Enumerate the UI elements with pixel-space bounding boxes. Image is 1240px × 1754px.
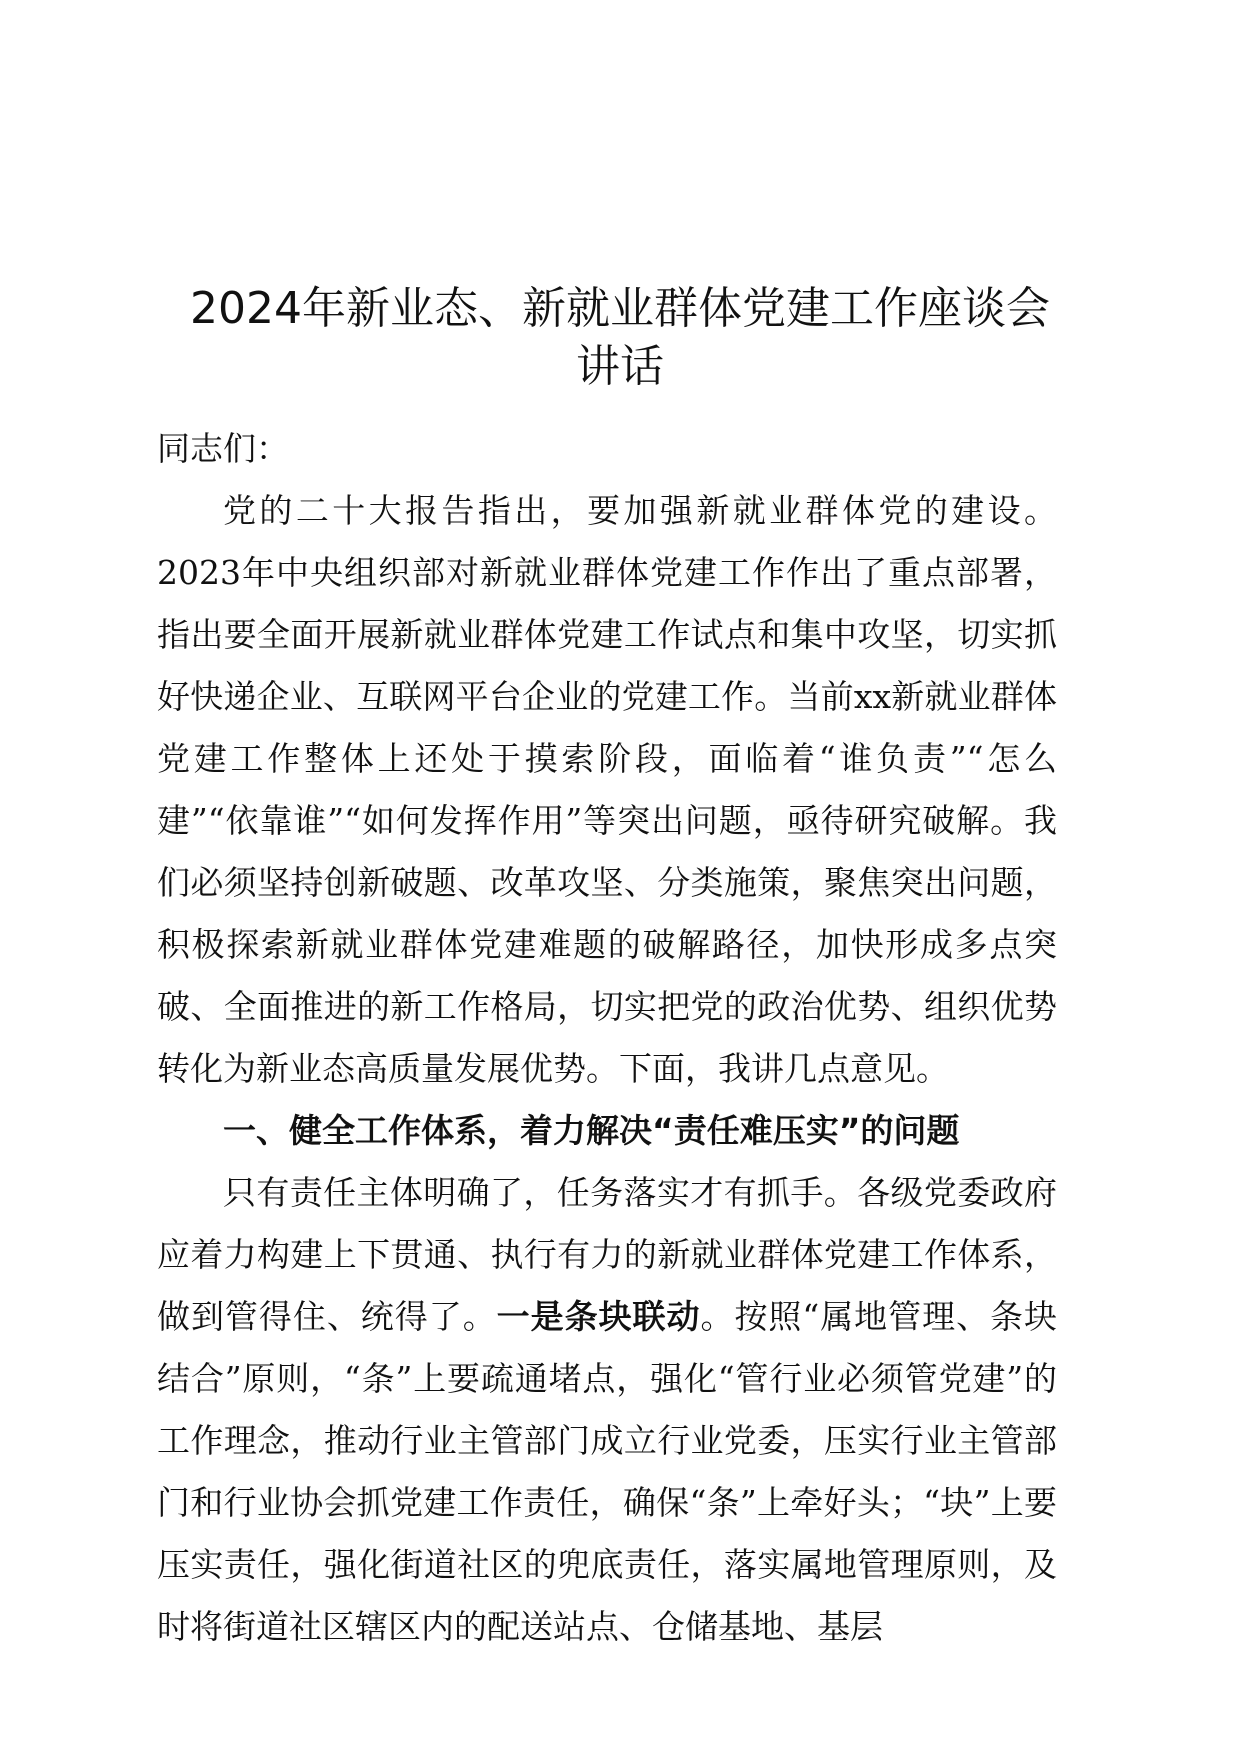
paragraph-text-2: 。按照“属地管理、条块结合”原则，“条”上要疏通堵点，强化“管行业必须管党建”的工作理念，推动行业主管部门成立行业党委，压实行业主管部门和行业协会抓党建工作责任，确保“条”上牵好头；“块”上要压实责任，强化街道社区的兜底责任，落实属地管理原则，及时将街道社区辖区内的配送站点、仓储基地、基层 <box>157 1297 1058 1646</box>
section-1-paragraph <box>157 1162 1057 1658</box>
greeting: 同志们： <box>157 429 289 468</box>
section-heading-1: 一、健全工作体系，着力解决“责任难压实”的问题 <box>223 1111 960 1150</box>
intro-paragraph: 党的二十大报告指出，要加强新就业群体党的建设。2023年中央组织部对新就业群体党建工作作出了重点部署，指出要全面开展新就业群体党建工作试点和集中攻坚，切实抓好快递企业、互联网平台企业的党建工作。当前xx新就业群体党建工作整体上还处于摸索阶段，面临着“谁负责”“怎么建”“依靠谁”“如何发挥作用”等突出问题，亟待研究破解。我们必须坚持创新破题、改革攻坚、分类施策，聚焦突出问题，积极探索新就业群体党建难题的破解路径，加快形成多点突破、全面推进的新工作格局，切实把党的政治优势、组织优势转化为新业态高质量发展优势。下面，我讲几点意见。 <box>157 491 1057 1088</box>
document-title <box>150 280 1090 396</box>
title-line-2: 讲话 <box>576 341 664 392</box>
title-line-1: 2024年新业态、新就业群体党建工作座谈会 <box>190 283 1050 334</box>
paragraph-text-1: 只有责任主体明确了，任务落实才有抓手。各级党委政府应着力构建上下贯通、执行有力的新就业群体党建工作体系，做到管得住、统得了。 <box>157 1173 1057 1336</box>
emphasis-point-1: 一是条块联动 <box>496 1297 701 1336</box>
document-body <box>157 418 1057 1658</box>
